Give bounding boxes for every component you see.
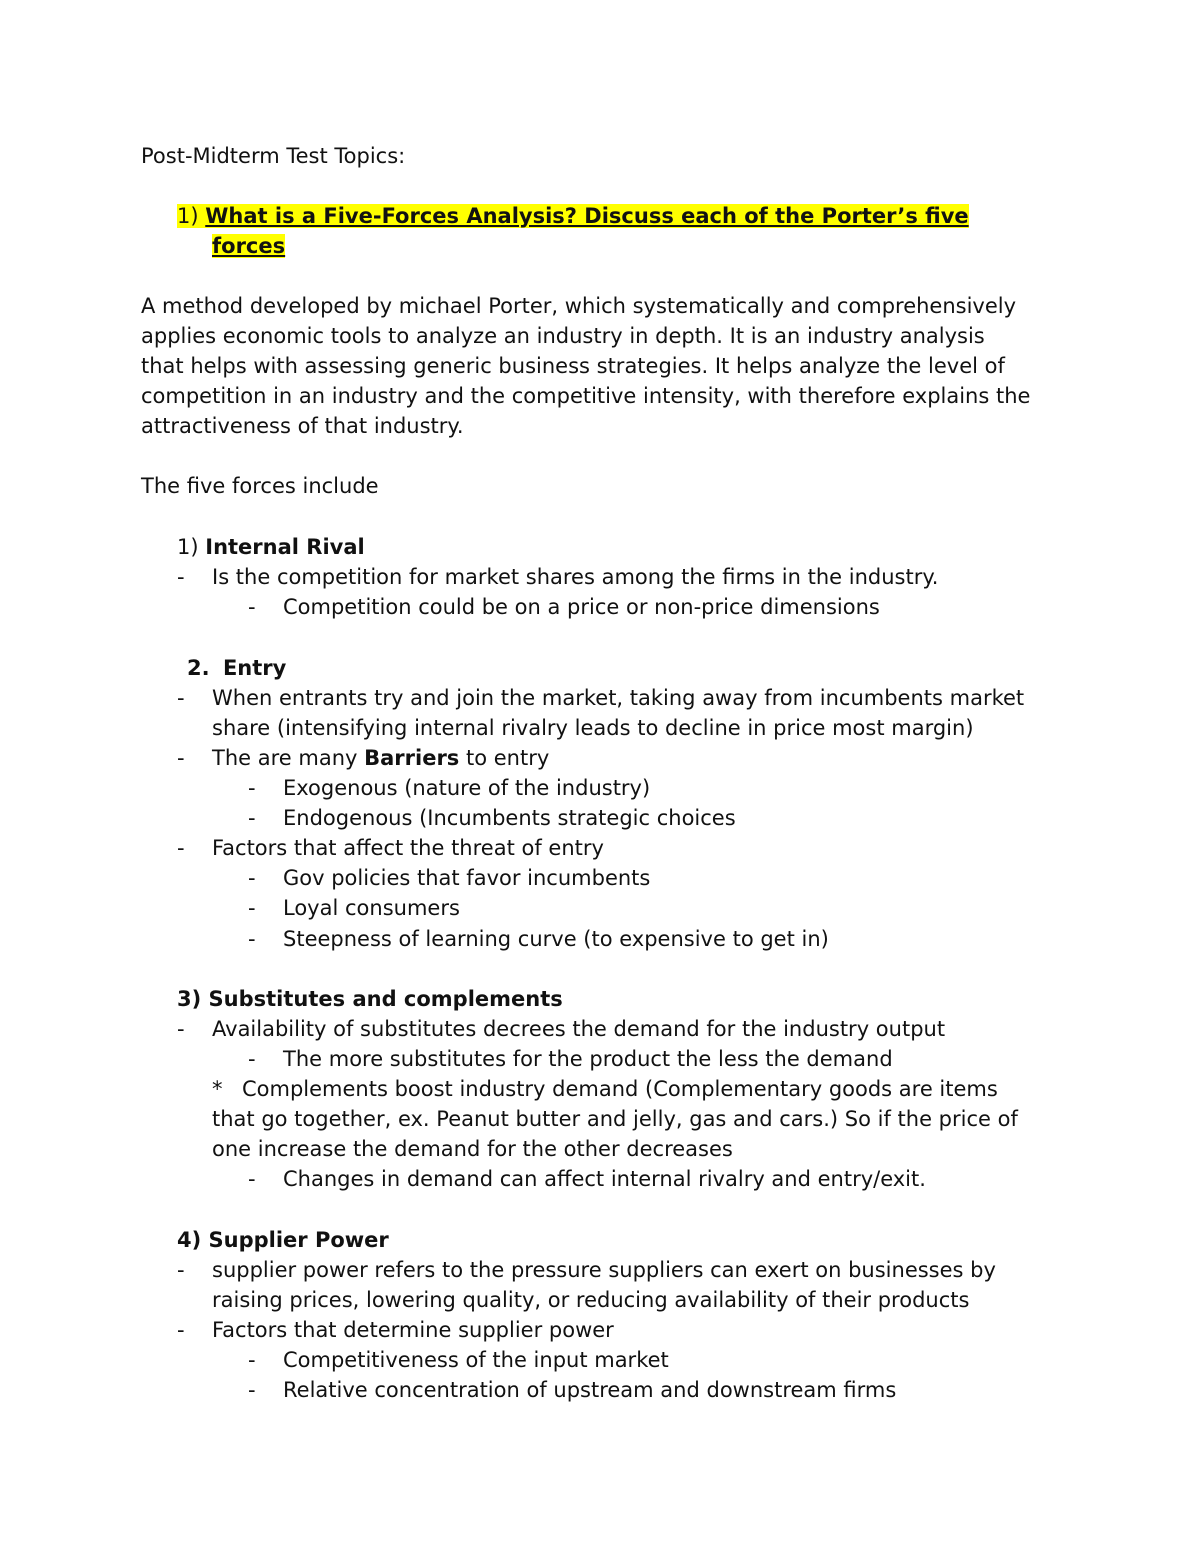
bullet-dash: -: [177, 1017, 185, 1041]
intro-paragraph-line: competition in an industry and the competitive intensity, with therefore explains the: [141, 384, 1031, 408]
sub-bullet-text: Endogenous (Incumbents strategic choices: [283, 806, 736, 830]
sub-bullet-dash: -: [248, 896, 256, 920]
sub-bullet-dash: -: [248, 595, 256, 619]
sub-bullet-text: Steepness of learning curve (to expensive to get in): [283, 927, 829, 951]
sub-bullet-dash: -: [248, 1378, 256, 1402]
sub-bullet-text: Changes in demand can affect internal rivalry and entry/exit.: [283, 1167, 926, 1191]
sub-bullet-dash: -: [248, 806, 256, 830]
sub-bullet-dash: -: [248, 1167, 256, 1191]
question-text-continued: forces: [212, 234, 286, 258]
sub-bullet-dash: -: [248, 866, 256, 890]
bullet-text: Factors that affect the threat of entry: [212, 836, 604, 860]
section-4-heading: 4) Supplier Power: [177, 1228, 389, 1252]
bullet-text: Availability of substitutes decrees the demand for the industry output: [212, 1017, 946, 1041]
sub-bullet-text: Relative concentration of upstream and downstream firms: [283, 1378, 897, 1402]
note-text-continued: that go together, ex. Peanut butter and jelly, gas and cars.) So if the price of: [212, 1107, 1018, 1131]
sub-bullet-text: Competition could be on a price or non-price dimensions: [283, 595, 880, 619]
bullet-text-continued: share (intensifying internal rivalry leads to decline in price most margin): [212, 716, 974, 740]
intro-paragraph-line: attractiveness of that industry.: [141, 414, 464, 438]
section-number: 1): [177, 535, 199, 559]
question-text: What is a Five-Forces Analysis? Discuss each of the Porter’s five: [205, 204, 969, 228]
bullet-text-continued: raising prices, lowering quality, or reducing availability of their products: [212, 1288, 970, 1312]
bullet-dash: -: [177, 836, 185, 860]
intro-paragraph-line: applies economic tools to analyze an industry in depth. It is an industry analysis: [141, 324, 985, 348]
bullet-dash: -: [177, 1318, 185, 1342]
intro-paragraph-line: that helps with assessing generic business strategies. It helps analyze the level of: [141, 354, 1005, 378]
bullet-dash: -: [177, 565, 185, 589]
sub-bullet-dash: -: [248, 1348, 256, 1372]
intro-paragraph-line: A method developed by michael Porter, which systematically and comprehensively: [141, 294, 1017, 318]
sub-bullet-text: Exogenous (nature of the industry): [283, 776, 651, 800]
sub-bullet-text: Competitiveness of the input market: [283, 1348, 669, 1372]
five-forces-intro: The five forces include: [141, 474, 379, 498]
sub-bullet-dash: -: [248, 776, 256, 800]
section-number: 2.: [187, 656, 210, 680]
section-title: Entry: [222, 656, 287, 680]
bullet-text-start: The are many: [212, 746, 365, 770]
sub-bullet-dash: -: [248, 1047, 256, 1071]
question-number: 1): [177, 204, 199, 228]
bullet-dash: -: [177, 1258, 185, 1282]
bullet-text: supplier power refers to the pressure suppliers can exert on businesses by: [212, 1258, 996, 1282]
bullet-text: When entrants try and join the market, taking away from incumbents market: [212, 686, 1025, 710]
document-title: Post-Midterm Test Topics:: [141, 144, 406, 168]
question-1-line-2: [212, 231, 285, 261]
bullet-text: Is the competition for market shares among the firms in the industry.: [212, 565, 939, 589]
bullet-text-end: to entry: [459, 746, 550, 770]
bullet-dash: -: [177, 746, 185, 770]
note-text-continued: one increase the demand for the other decreases: [212, 1137, 733, 1161]
section-3-heading: 3) Substitutes and complements: [177, 987, 563, 1011]
bullet-text: [212, 743, 549, 773]
question-1-line-1: [177, 201, 969, 231]
section-title: Internal Rival: [205, 535, 365, 559]
sub-bullet-dash: -: [248, 927, 256, 951]
section-1-heading: [177, 532, 365, 562]
barriers-term: Barriers: [364, 746, 460, 770]
sub-bullet-text: Loyal consumers: [283, 896, 460, 920]
note-text: Complements boost industry demand (Complementary goods are items: [242, 1077, 998, 1101]
bullet-text: Factors that determine supplier power: [212, 1318, 614, 1342]
star-marker: *: [212, 1077, 223, 1101]
bullet-dash: -: [177, 686, 185, 710]
sub-bullet-text: Gov policies that favor incumbents: [283, 866, 651, 890]
sub-bullet-text: The more substitutes for the product the less the demand: [283, 1047, 893, 1071]
section-2-heading: [187, 653, 286, 683]
